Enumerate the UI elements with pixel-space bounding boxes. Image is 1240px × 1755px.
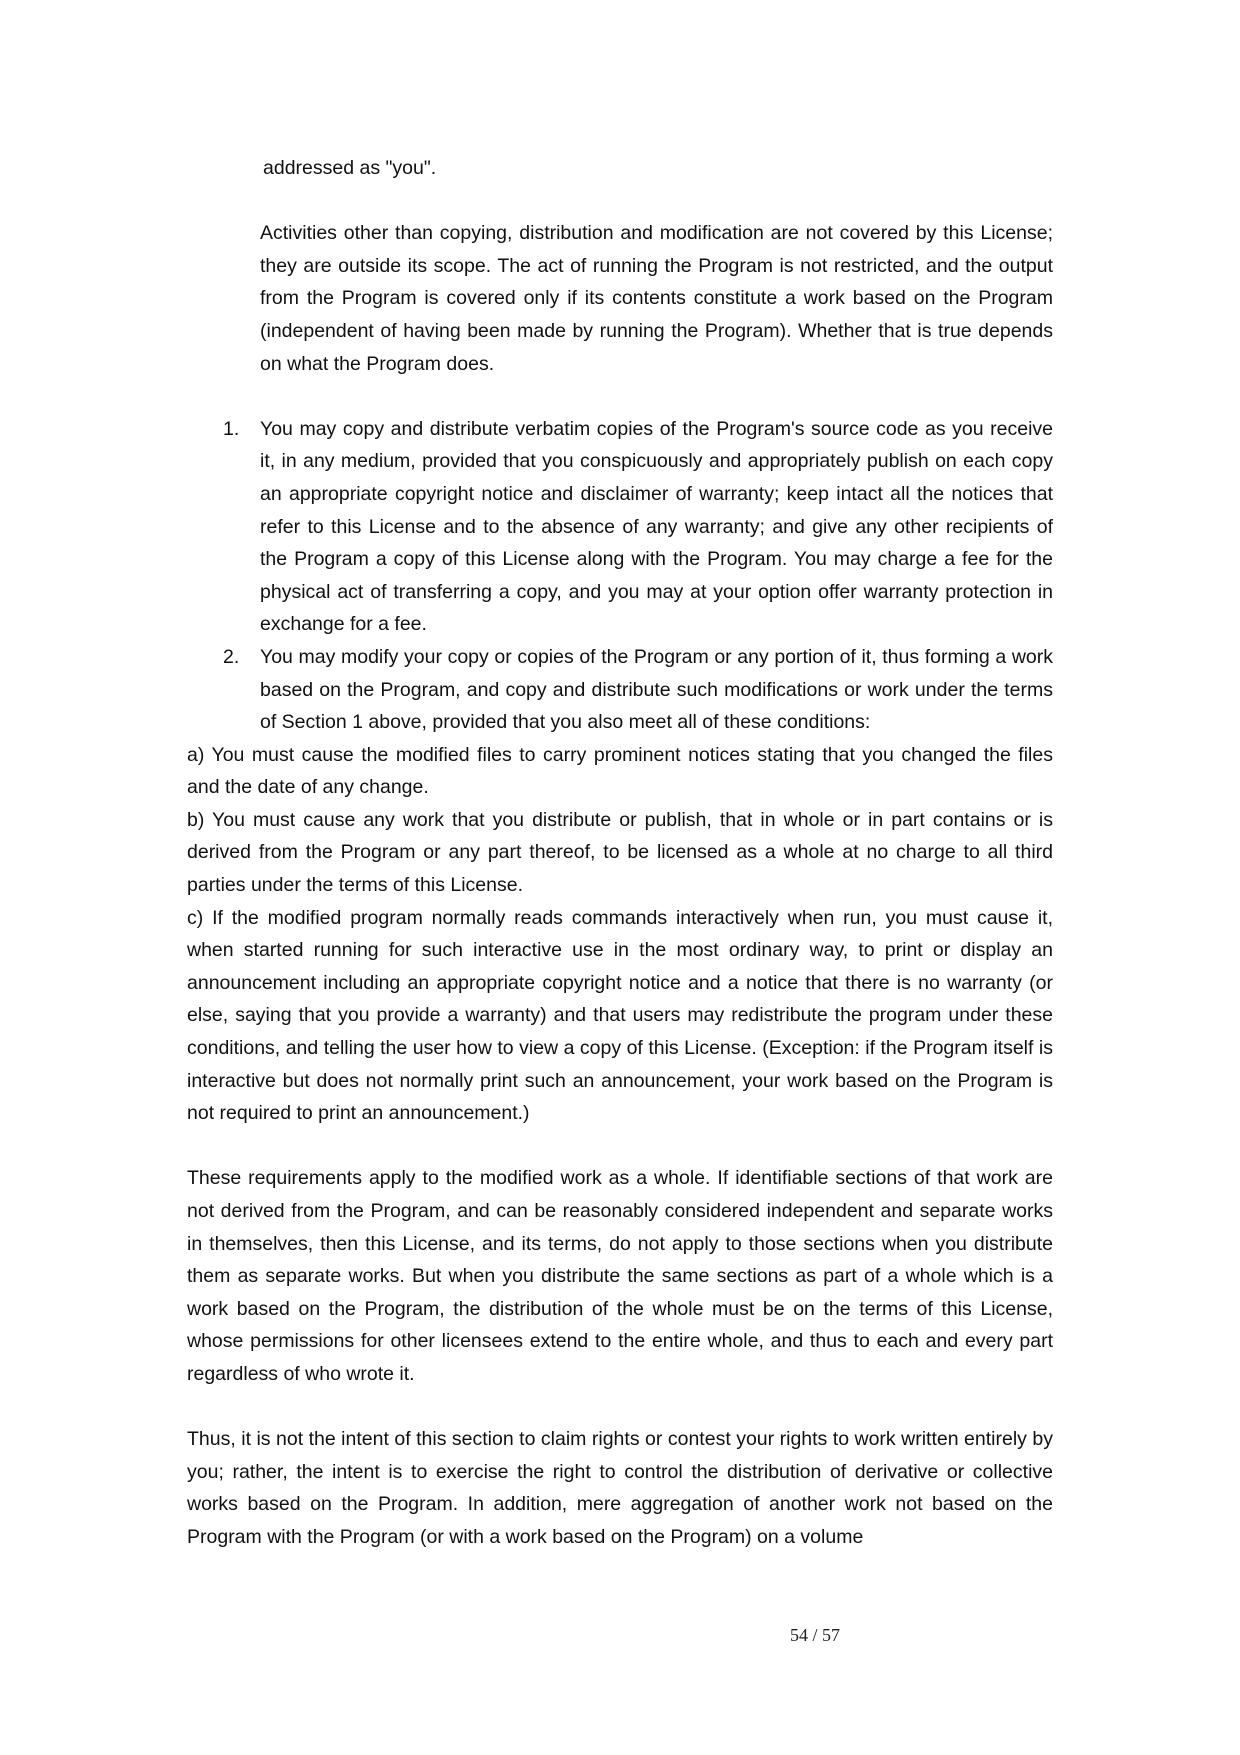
list-item-text: You may copy and distribute verbatim copies of the Program's source code as you receive it, in any medium, provided that you conspicuously and appropriately publish on each copy an appropriate copyright notice and disclaimer of warranty; keep intact all the notices that refer to this License and to the absence of any warranty; and give any other recipients of the Program a copy of this License along with the Program. You may charge a fee for the physical act of transferring a copy, and you may at your option offer warranty protection in exchange for a fee. [260,417,1053,636]
condition-b-paragraph: b) You must cause any work that you distribute or publish, that in whole or in part contains or is derived from the Program or any part thereof, to be licensed as a whole at no charge to all third parties under the terms of this License. [187,808,1053,897]
continuation-paragraph: addressed as "you". [263,157,437,179]
list-item-number: 1. [223,417,240,440]
paragraph-spacer [187,1391,1053,1424]
page-number: 54 / 57 [790,1625,841,1645]
list-item [223,413,1053,641]
requirements-paragraph: These requirements apply to the modified work as a whole. If identifiable sections of that work are not derived from the Program, and can be reasonably considered independent and separate works in themselves, then this License, and its terms, do not apply to those sections when you distribute them as separate works. But when you distribute the same sections as part of a whole which is a work based on the Program, the distribution of the whole must be on the terms of this License, whose permissions for other licensees extend to the entire whole, and thus to each and every part regardless of who wrote it. [187,1167,1053,1385]
list-item-text: You may modify your copy or copies of the Program or any portion of it, thus forming a work based on the Program, and copy and distribute such modifications or work under the terms of Section 1 above, provided that you also meet all of these conditions: [260,645,1053,734]
paragraph-spacer [187,185,1053,218]
condition-c-paragraph: c) If the modified program normally reads commands interactively when run, you must cause it, when started running for such interactive use in the most ordinary way, to print or display an announcement including an appropriate copyright notice and a notice that there is no warranty (or else, saying that you provide a warranty) and that users may redistribute the program under these conditions, and telling the user how to view a copy of this License. (Exception: if the Program itself is interactive but does not normally print such an announcement, your work based on the Program is not required to print an announcement.) [187,906,1053,1125]
activities-paragraph: Activities other than copying, distribution and modification are not covered by this License; they are outside its scope. The act of running the Program is not restricted, and the output from the Program is covered only if its contents constitute a work based on the Program (independent of having been made by running the Program). Whether that is true depends on what the Program does. [260,222,1053,375]
numbered-list [187,413,1053,739]
paragraph-spacer [187,1130,1053,1163]
document-body [187,152,1053,1554]
list-item [223,641,1053,739]
list-item-number: 2. [223,645,240,668]
intent-paragraph: Thus, it is not the intent of this section to claim rights or contest your rights to work written entirely by you; rather, the intent is to exercise the right to control the distribution of derivative or collective works based on the Program. In addition, mere aggregation of another work not based on the Program with the Program (or with a work based on the Program) on a volume [187,1428,1053,1548]
condition-a-paragraph: a) You must cause the modified files to carry prominent notices stating that you changed the files and the date of any change. [187,743,1053,799]
paragraph-spacer [187,380,1053,413]
